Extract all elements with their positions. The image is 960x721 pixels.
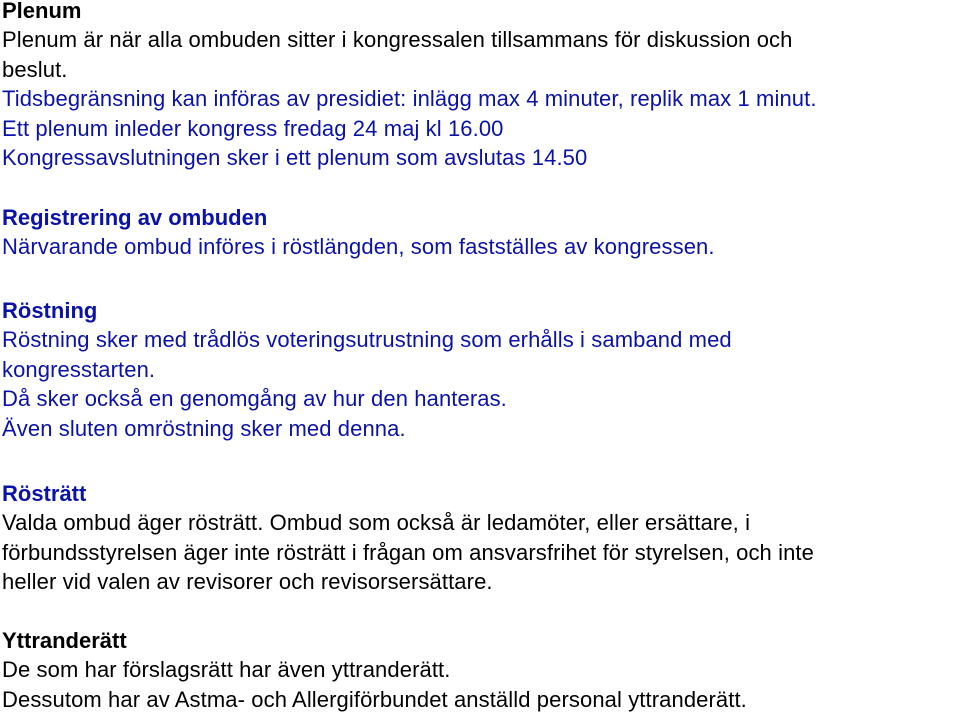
paragraph-line: Då sker också en genomgång av hur den hanteras.	[2, 386, 507, 411]
paragraph-line: Röstning sker med trådlös voteringsutrustning som erhålls i samband med	[2, 327, 732, 352]
paragraph-line: Ett plenum inleder kongress fredag 24 maj kl 16.00	[2, 115, 504, 141]
paragraph-line: Närvarande ombud införes i röstlängden, som fastställes av kongressen.	[2, 234, 715, 259]
heading-rostning: Röstning	[2, 298, 98, 323]
section-rostratt	[2, 479, 952, 597]
paragraph-line: förbundsstyrelsen äger inte rösträtt i frågan om ansvarsfrihet för styrelsen, och inte	[2, 539, 814, 565]
paragraph-line: Tidsbegränsning kan införas av presidiet: inlägg max 4 minuter, replik max 1 minut.	[2, 86, 817, 111]
section-registrering	[2, 203, 952, 262]
paragraph-line: beslut.	[2, 56, 68, 82]
paragraph-line: heller vid valen av revisorer och revisorsersättare.	[2, 569, 493, 594]
paragraph-line: Plenum är när alla ombuden sitter i kongressalen tillsammans för diskussion och	[2, 27, 793, 52]
paragraph-line: Dessutom har av Astma- och Allergiförbundet anställd personal yttranderätt.	[2, 686, 747, 712]
heading-registrering: Registrering av ombuden	[2, 205, 268, 230]
section-rostning	[2, 296, 952, 443]
heading-yttranderatt: Yttranderätt	[2, 628, 127, 653]
section-yttranderatt	[2, 626, 952, 714]
paragraph-line: Kongressavslutningen sker i ett plenum som avslutas 14.50	[2, 145, 588, 170]
heading-rostratt: Rösträtt	[2, 481, 87, 506]
paragraph-line: kongresstarten.	[2, 356, 156, 382]
section-plenum	[2, 0, 952, 173]
paragraph-line: De som har förslagsrätt har även yttranderätt.	[2, 657, 451, 682]
paragraph-line: Även sluten omröstning sker med denna.	[2, 415, 406, 441]
heading-plenum: Plenum	[2, 0, 82, 23]
paragraph-line: Valda ombud äger rösträtt. Ombud som också är ledamöter, eller ersättare, i	[2, 510, 751, 535]
